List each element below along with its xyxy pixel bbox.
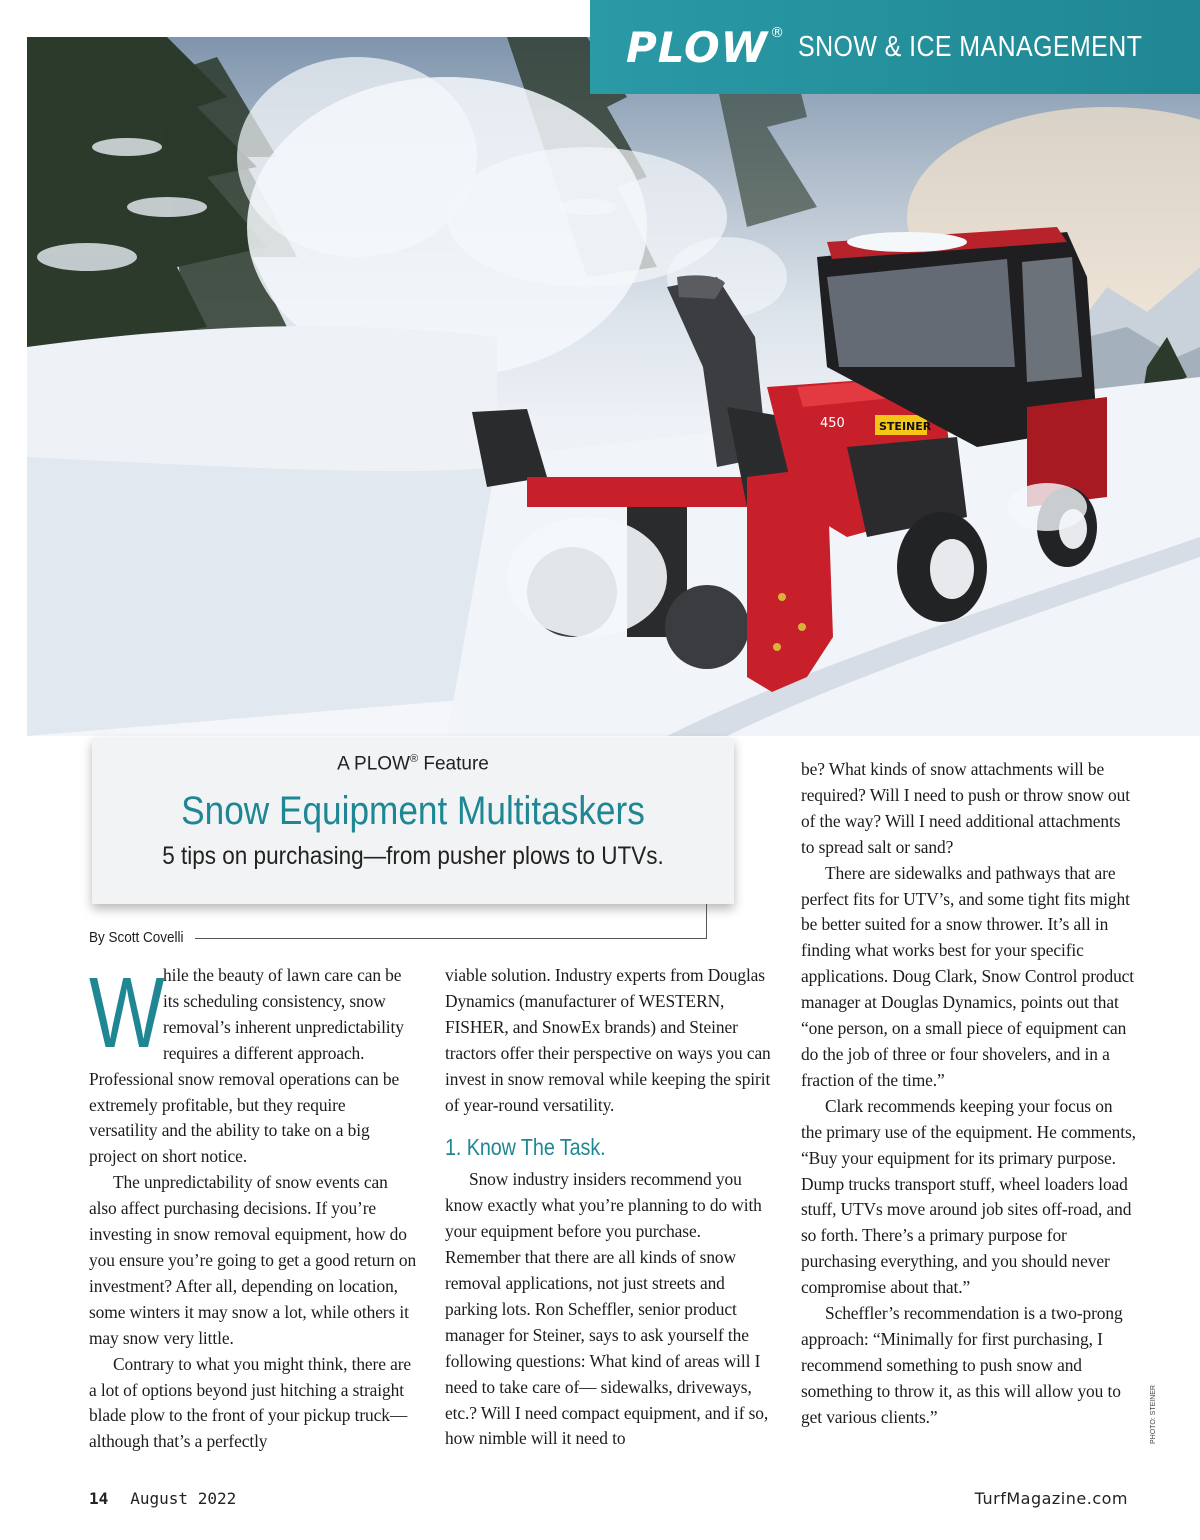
- byline-rule: [195, 938, 707, 939]
- feature-kicker: A PLOW® Feature: [337, 753, 489, 775]
- site-url: TurfMagazine.com: [974, 1489, 1128, 1508]
- photo-credit-wrap: [1150, 1385, 1200, 1451]
- paragraph: Clark recommends keeping your focus on the primary use of the equipment. He comments, “Buy your equipment for its primary purpose. Dump trucks transport stuff, wheel loaders load stuff, UTVs move around job sites off-road, and so forth. There’s a primary purpose for purchasing everything, and you should never compromise about that.”: [801, 1095, 1136, 1298]
- article-subtitle: 5 tips on purchasing—from pusher plows to UTVs.: [162, 842, 664, 871]
- tractor-model-label: 450: [820, 416, 845, 431]
- section-title: SNOW & ICE MANAGEMENT: [798, 30, 1143, 63]
- registered-mark: ®: [770, 25, 785, 41]
- byline: By Scott Covelli: [89, 929, 184, 946]
- paragraph: hile the beauty of lawn care can be its scheduling consistency, snow removal’s inherent unpredictability requires a different approach. Professional snow removal operations can be extremely profitable, but they require versatility and the ability to take on a big project on short notice.: [89, 965, 404, 1167]
- paragraph: There are sidewalks and pathways that are perfect fits for UTV’s, and some tight fits might be better suited for a snow thrower. It’s all in finding what works best for your specific applications. Doug Clark, Snow Control product manager at Douglas Dynamics, points out that “one person, on a small piece of equipment can do the job of three or four shovelers, and in a fraction of the time.”: [801, 862, 1135, 1090]
- article-column-2: [445, 963, 773, 1452]
- snowblower-illustration: [27, 37, 1200, 736]
- paragraph: Snow industry insiders recommend you know exactly what you’re planning to do with your equipment before you purchase. Remember that there are all kinds of snow removal applications, not just streets and parking lots. Ron Scheffler, senior product manager for Steiner, says to ask yourself the following questions: What kind of areas will I need to take care of— sidewalks, driveways, etc.? Will I need compact equipment, and if so, how nimble will it need to: [445, 1169, 769, 1449]
- page-folio: [89, 1489, 236, 1508]
- paragraph: Scheffler’s recommendation is a two-prong approach: “Minimally for first purchasing, I recommend something to push snow and something to throw it, as this will allow you to get various clients.”: [801, 1303, 1123, 1427]
- photo-credit: PHOTO: STEINER: [1150, 1385, 1157, 1444]
- page-number: 14: [89, 1489, 109, 1508]
- article-title: Snow Equipment Multitaskers: [181, 789, 645, 834]
- article-column-1: [89, 957, 417, 1455]
- hero-photo: [27, 37, 1200, 736]
- paragraph: The unpredictability of snow events can also affect purchasing decisions. If you’re investing in snow removal equipment, how do you ensure you’re going to get a good return on investment? After all, depending on location, some winters it may snow a lot, while others it may snow very little.: [89, 1172, 417, 1348]
- paragraph: be? What kinds of snow attachments will be required? Will I need to push or throw snow out of the way? Will I need additional attachments to spread salt or sand?: [801, 759, 1130, 857]
- paragraph: viable solution. Industry experts from Douglas Dynamics (manufacturer of WESTERN, FISHER, and SnowEx brands) and Steiner tractors offer their perspective on ways you can invest in snow removal while keeping the spirit of year-round versatility.: [445, 965, 771, 1115]
- drop-cap: W: [89, 957, 165, 1069]
- plow-logo: PLOW: [626, 22, 769, 72]
- section-banner: [590, 0, 1200, 94]
- paragraph: Contrary to what you might think, there are a lot of options beyond just hitching a straight blade plow to the front of your pickup truck—although that’s a perfectly: [89, 1353, 412, 1452]
- steiner-badge-text: STEINER: [879, 420, 932, 433]
- issue-date: August 2022: [130, 1489, 237, 1508]
- feature-title-box: [92, 738, 734, 904]
- section-subhead: 1. Know The Task.: [445, 1134, 606, 1161]
- article-column-3: [801, 757, 1136, 1431]
- byline-rule-tick: [706, 904, 707, 939]
